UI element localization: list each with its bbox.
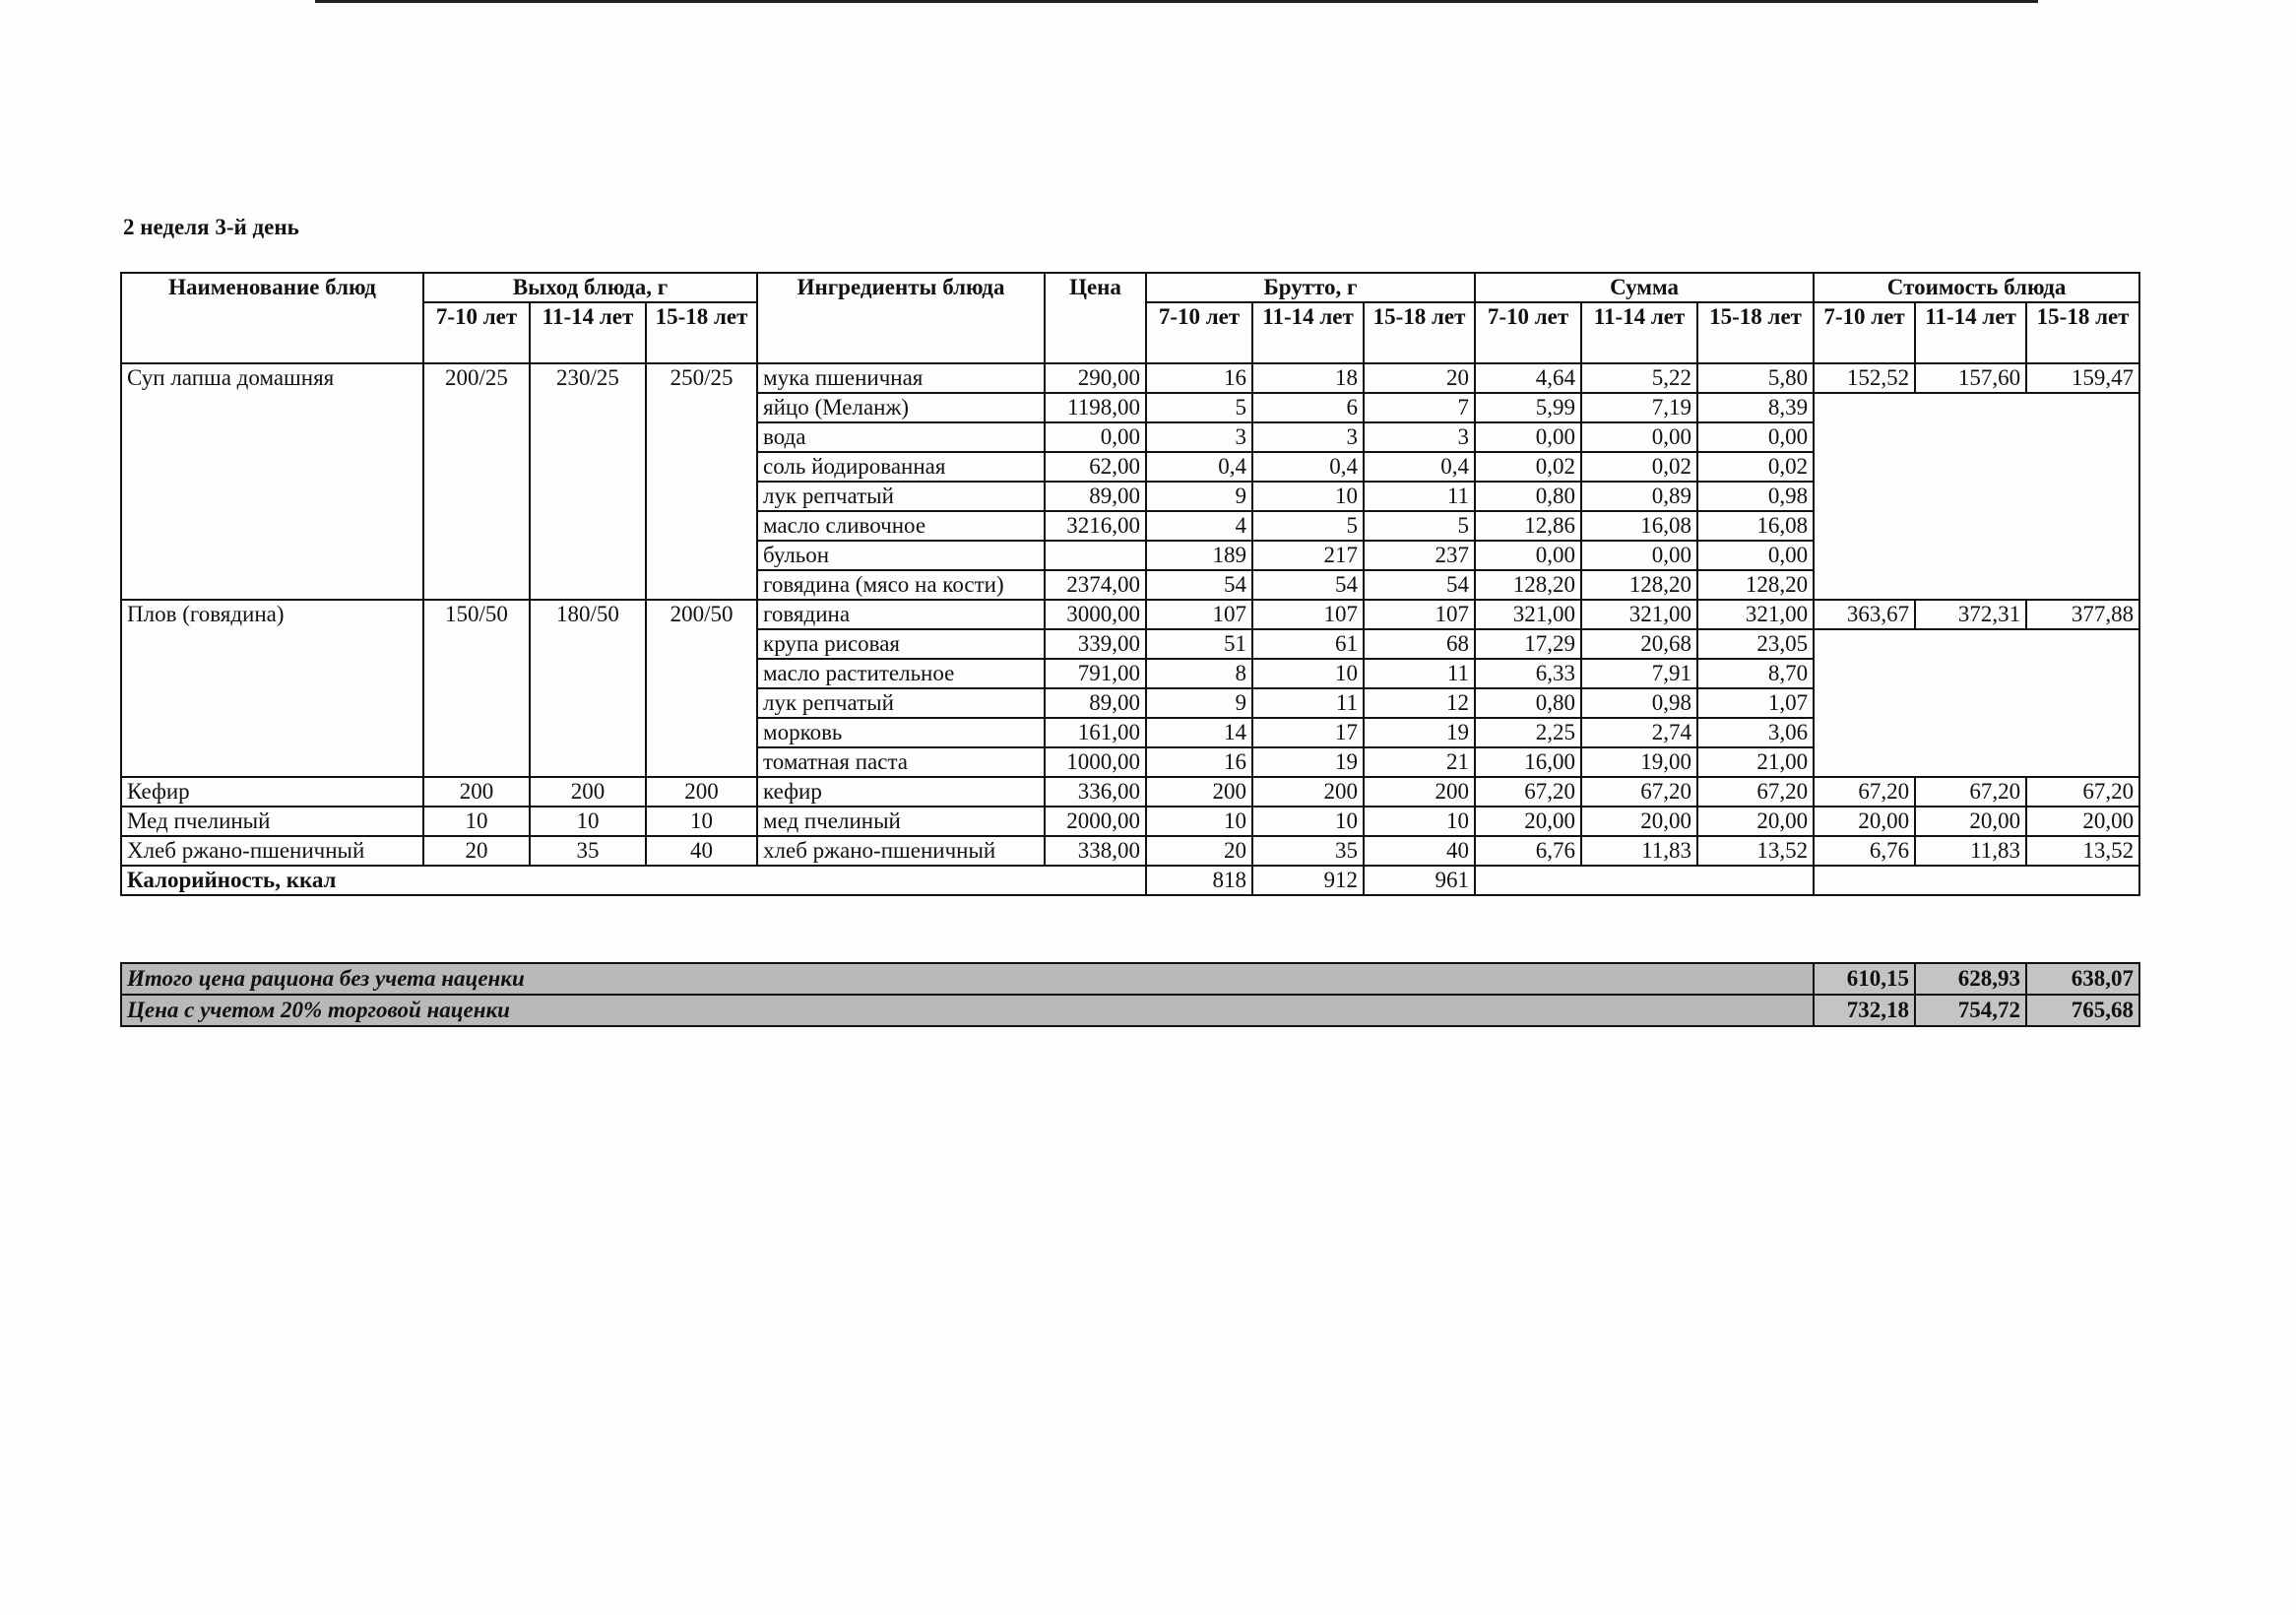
table-row [121, 836, 2139, 866]
brutto-value: 217 [1252, 541, 1364, 570]
sum-value: 3,06 [1697, 718, 1814, 747]
sum-value: 0,98 [1697, 482, 1814, 511]
dish-output: 35 [530, 836, 646, 866]
ingredient-price: 0,00 [1045, 422, 1146, 452]
brutto-value: 237 [1364, 541, 1475, 570]
brutto-value: 107 [1252, 600, 1364, 629]
sum-value: 1,07 [1697, 688, 1814, 718]
dish-cost-value: 372,31 [1915, 600, 2026, 629]
header-age: 7-10 лет [423, 302, 530, 363]
header-age: 15-18 лет [2026, 302, 2139, 363]
dish-output: 250/25 [646, 363, 757, 600]
ingredient-price: 1198,00 [1045, 393, 1146, 422]
ingredient-name: мука пшеничная [757, 363, 1045, 393]
brutto-value: 54 [1252, 570, 1364, 600]
sum-value: 0,80 [1475, 688, 1581, 718]
ingredient-price: 89,00 [1045, 688, 1146, 718]
brutto-value: 10 [1252, 482, 1364, 511]
ingredient-price: 1000,00 [1045, 747, 1146, 777]
ingredient-price: 339,00 [1045, 629, 1146, 659]
ingredient-price: 290,00 [1045, 363, 1146, 393]
brutto-value: 35 [1252, 836, 1364, 866]
dish-output: 200/50 [646, 600, 757, 777]
brutto-value: 107 [1364, 600, 1475, 629]
calories-row [121, 866, 2139, 895]
dish-output: 230/25 [530, 363, 646, 600]
sum-value: 16,08 [1581, 511, 1697, 541]
sum-value: 0,02 [1697, 452, 1814, 482]
total-value: 754,72 [1915, 995, 2026, 1026]
header-age: 11-14 лет [1252, 302, 1364, 363]
brutto-value: 17 [1252, 718, 1364, 747]
header-age: 11-14 лет [530, 302, 646, 363]
header-age: 15-18 лет [646, 302, 757, 363]
ingredient-price: 3000,00 [1045, 600, 1146, 629]
sum-value: 128,20 [1475, 570, 1581, 600]
sum-value: 0,00 [1697, 422, 1814, 452]
ingredient-name: говядина (мясо на кости) [757, 570, 1045, 600]
brutto-value: 68 [1364, 629, 1475, 659]
sum-value: 4,64 [1475, 363, 1581, 393]
brutto-value: 5 [1364, 511, 1475, 541]
brutto-value: 3 [1364, 422, 1475, 452]
brutto-value: 19 [1252, 747, 1364, 777]
brutto-value: 40 [1364, 836, 1475, 866]
brutto-value: 200 [1252, 777, 1364, 807]
sum-value: 5,80 [1697, 363, 1814, 393]
brutto-value: 10 [1146, 807, 1252, 836]
sum-value: 0,02 [1581, 452, 1697, 482]
header-age: 11-14 лет [1915, 302, 2026, 363]
dish-cost-value: 11,83 [1915, 836, 2026, 866]
dish-cost-value: 13,52 [2026, 836, 2139, 866]
total-row [121, 963, 2139, 995]
brutto-value: 12 [1364, 688, 1475, 718]
dish-output: 10 [530, 807, 646, 836]
sum-value: 6,33 [1475, 659, 1581, 688]
brutto-value: 9 [1146, 688, 1252, 718]
sum-value: 0,00 [1475, 541, 1581, 570]
brutto-value: 5 [1252, 511, 1364, 541]
dish-cost-value: 363,67 [1814, 600, 1915, 629]
brutto-value: 19 [1364, 718, 1475, 747]
sum-value: 21,00 [1697, 747, 1814, 777]
ingredient-name: кефир [757, 777, 1045, 807]
brutto-value: 5 [1146, 393, 1252, 422]
total-value: 732,18 [1814, 995, 1915, 1026]
dish-cost-value: 6,76 [1814, 836, 1915, 866]
page-title: 2 неделя 3-й день [123, 215, 299, 239]
scan-edge-line [315, 0, 2038, 3]
brutto-value: 21 [1364, 747, 1475, 777]
dish-name: Плов (говядина) [121, 600, 423, 777]
ingredient-price: 791,00 [1045, 659, 1146, 688]
brutto-value: 10 [1252, 659, 1364, 688]
brutto-value: 20 [1146, 836, 1252, 866]
ingredient-name: мед пчелиный [757, 807, 1045, 836]
brutto-value: 20 [1364, 363, 1475, 393]
ingredient-price: 2374,00 [1045, 570, 1146, 600]
header-age: 7-10 лет [1475, 302, 1581, 363]
dish-cost-value: 20,00 [1915, 807, 2026, 836]
sum-value: 20,00 [1475, 807, 1581, 836]
dish-output: 10 [646, 807, 757, 836]
header-row-1 [121, 273, 2139, 302]
sum-value: 0,00 [1697, 541, 1814, 570]
ingredient-name: лук репчатый [757, 482, 1045, 511]
brutto-value: 54 [1146, 570, 1252, 600]
brutto-value: 11 [1364, 482, 1475, 511]
header-age: 7-10 лет [1814, 302, 1915, 363]
ingredient-price: 62,00 [1045, 452, 1146, 482]
header-ingredients: Ингредиенты блюда [757, 273, 1045, 363]
dish-cost-value: 377,88 [2026, 600, 2139, 629]
sum-value: 67,20 [1475, 777, 1581, 807]
sum-value: 0,00 [1475, 422, 1581, 452]
header-output: Выход блюда, г [423, 273, 757, 302]
brutto-value: 4 [1146, 511, 1252, 541]
calories-empty [1814, 866, 2139, 895]
sum-value: 23,05 [1697, 629, 1814, 659]
dish-cost-value: 20,00 [2026, 807, 2139, 836]
ingredient-name: морковь [757, 718, 1045, 747]
calories-value: 961 [1364, 866, 1475, 895]
sum-value: 20,00 [1697, 807, 1814, 836]
table-row [121, 363, 2139, 393]
ingredient-name: яйцо (Меланж) [757, 393, 1045, 422]
dish-cost-blank [1814, 393, 2139, 600]
brutto-value: 16 [1146, 747, 1252, 777]
table-row [121, 600, 2139, 629]
sum-value: 128,20 [1697, 570, 1814, 600]
brutto-value: 8 [1146, 659, 1252, 688]
dish-cost-value: 159,47 [2026, 363, 2139, 393]
brutto-value: 3 [1146, 422, 1252, 452]
dish-output: 40 [646, 836, 757, 866]
dish-output: 200 [530, 777, 646, 807]
sum-value: 16,00 [1475, 747, 1581, 777]
ingredient-name: томатная паста [757, 747, 1045, 777]
ingredient-price: 3216,00 [1045, 511, 1146, 541]
dish-output: 200/25 [423, 363, 530, 600]
calories-empty [1475, 866, 1814, 895]
sum-value: 67,20 [1581, 777, 1697, 807]
total-label: Цена с учетом 20% торговой наценки [121, 995, 1814, 1026]
brutto-value: 10 [1252, 807, 1364, 836]
dish-name: Суп лапша домашняя [121, 363, 423, 600]
brutto-value: 200 [1364, 777, 1475, 807]
brutto-value: 54 [1364, 570, 1475, 600]
dish-cost-value: 152,52 [1814, 363, 1915, 393]
sum-value: 7,91 [1581, 659, 1697, 688]
brutto-value: 107 [1146, 600, 1252, 629]
total-label: Итого цена рациона без учета наценки [121, 963, 1814, 995]
ingredient-price: 338,00 [1045, 836, 1146, 866]
sum-value: 19,00 [1581, 747, 1697, 777]
brutto-value: 189 [1146, 541, 1252, 570]
dish-name: Кефир [121, 777, 423, 807]
sum-value: 0,02 [1475, 452, 1581, 482]
sum-value: 20,68 [1581, 629, 1697, 659]
total-value: 628,93 [1915, 963, 2026, 995]
brutto-value: 0,4 [1252, 452, 1364, 482]
sum-value: 2,74 [1581, 718, 1697, 747]
ingredient-name: масло сливочное [757, 511, 1045, 541]
ingredient-price: 161,00 [1045, 718, 1146, 747]
brutto-value: 6 [1252, 393, 1364, 422]
brutto-value: 11 [1364, 659, 1475, 688]
dish-cost-value: 67,20 [2026, 777, 2139, 807]
ingredient-name: вода [757, 422, 1045, 452]
sum-value: 321,00 [1475, 600, 1581, 629]
sum-value: 12,86 [1475, 511, 1581, 541]
ingredient-price: 336,00 [1045, 777, 1146, 807]
dish-output: 10 [423, 807, 530, 836]
totals-table [120, 962, 2140, 1027]
ingredient-name: говядина [757, 600, 1045, 629]
dish-output: 150/50 [423, 600, 530, 777]
sum-value: 5,22 [1581, 363, 1697, 393]
dish-output: 200 [646, 777, 757, 807]
sum-value: 5,99 [1475, 393, 1581, 422]
sum-value: 8,39 [1697, 393, 1814, 422]
total-value: 610,15 [1814, 963, 1915, 995]
calories-label: Калорийность, ккал [121, 866, 1146, 895]
sum-value: 17,29 [1475, 629, 1581, 659]
sum-value: 0,00 [1581, 541, 1697, 570]
sum-value: 2,25 [1475, 718, 1581, 747]
sum-value: 13,52 [1697, 836, 1814, 866]
header-age: 11-14 лет [1581, 302, 1697, 363]
dish-cost-value: 157,60 [1915, 363, 2026, 393]
brutto-value: 16 [1146, 363, 1252, 393]
sum-value: 6,76 [1475, 836, 1581, 866]
dish-output: 200 [423, 777, 530, 807]
brutto-value: 51 [1146, 629, 1252, 659]
sum-value: 321,00 [1697, 600, 1814, 629]
sum-value: 128,20 [1581, 570, 1697, 600]
ingredient-name: хлеб ржано-пшеничный [757, 836, 1045, 866]
brutto-value: 7 [1364, 393, 1475, 422]
ingredient-price [1045, 541, 1146, 570]
sum-value: 7,19 [1581, 393, 1697, 422]
brutto-value: 10 [1364, 807, 1475, 836]
calories-value: 818 [1146, 866, 1252, 895]
table-row [121, 807, 2139, 836]
header-age: 15-18 лет [1697, 302, 1814, 363]
sum-value: 67,20 [1697, 777, 1814, 807]
dish-cost-value: 20,00 [1814, 807, 1915, 836]
dish-cost-blank [1814, 629, 2139, 777]
sum-value: 321,00 [1581, 600, 1697, 629]
dish-name: Мед пчелиный [121, 807, 423, 836]
ingredient-price: 2000,00 [1045, 807, 1146, 836]
total-value: 638,07 [2026, 963, 2139, 995]
header-price: Цена [1045, 273, 1146, 363]
brutto-value: 0,4 [1364, 452, 1475, 482]
table-row [121, 777, 2139, 807]
header-age: 15-18 лет [1364, 302, 1475, 363]
sum-value: 0,00 [1581, 422, 1697, 452]
sum-value: 11,83 [1581, 836, 1697, 866]
table-body [121, 363, 2139, 895]
brutto-value: 3 [1252, 422, 1364, 452]
brutto-value: 18 [1252, 363, 1364, 393]
dish-cost-value: 67,20 [1915, 777, 2026, 807]
brutto-value: 11 [1252, 688, 1364, 718]
ingredient-name: лук репчатый [757, 688, 1045, 718]
ingredient-name: масло растительное [757, 659, 1045, 688]
header-dish-cost: Стоимость блюда [1814, 273, 2139, 302]
ingredient-name: соль йодированная [757, 452, 1045, 482]
menu-cost-table [120, 272, 2140, 896]
total-row [121, 995, 2139, 1026]
calories-value: 912 [1252, 866, 1364, 895]
ingredient-name: крупа рисовая [757, 629, 1045, 659]
header-age: 7-10 лет [1146, 302, 1252, 363]
dish-cost-value: 67,20 [1814, 777, 1915, 807]
sum-value: 0,89 [1581, 482, 1697, 511]
brutto-value: 14 [1146, 718, 1252, 747]
ingredient-name: бульон [757, 541, 1045, 570]
brutto-value: 61 [1252, 629, 1364, 659]
sum-value: 20,00 [1581, 807, 1697, 836]
header-sum: Сумма [1475, 273, 1814, 302]
sum-value: 16,08 [1697, 511, 1814, 541]
brutto-value: 0,4 [1146, 452, 1252, 482]
sum-value: 0,98 [1581, 688, 1697, 718]
header-brutto: Брутто, г [1146, 273, 1475, 302]
sum-value: 8,70 [1697, 659, 1814, 688]
total-value: 765,68 [2026, 995, 2139, 1026]
sum-value: 0,80 [1475, 482, 1581, 511]
brutto-value: 200 [1146, 777, 1252, 807]
dish-output: 20 [423, 836, 530, 866]
ingredient-price: 89,00 [1045, 482, 1146, 511]
dish-output: 180/50 [530, 600, 646, 777]
brutto-value: 9 [1146, 482, 1252, 511]
header-dish-name: Наименование блюд [121, 273, 423, 363]
dish-name: Хлеб ржано-пшеничный [121, 836, 423, 866]
